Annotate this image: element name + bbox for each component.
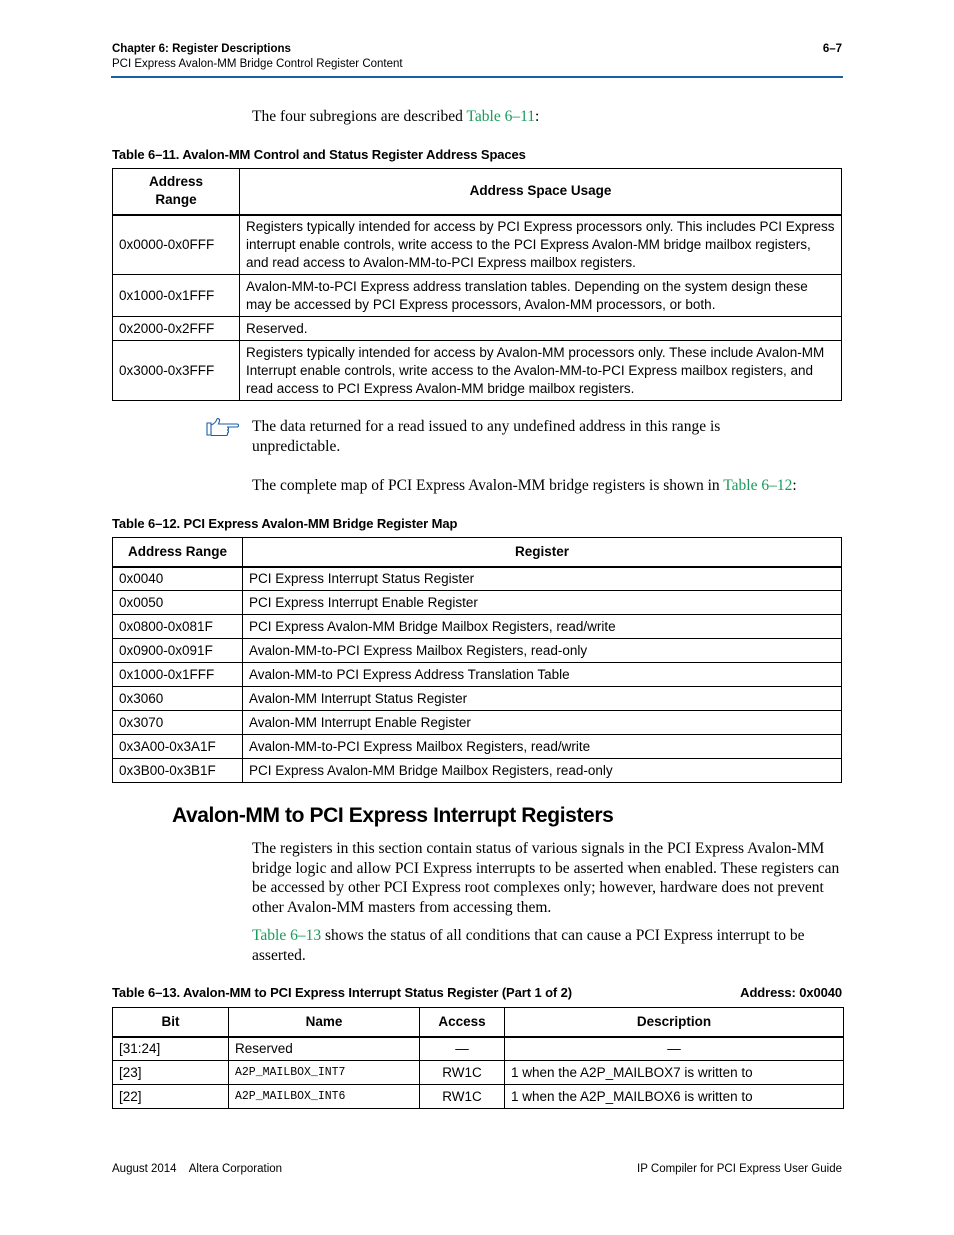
- cell-register: Avalon-MM-to PCI Express Address Translation Table: [243, 663, 842, 687]
- cell-usage: Avalon-MM-to-PCI Express address translation tables. Depending on the system design these may be accessed by PCI Express processors, Avalon-MM processors, or both.: [240, 275, 842, 317]
- col-address-range: Address Range: [113, 169, 240, 215]
- pointing-hand-icon: [205, 417, 241, 437]
- intro-text: The four subregions are described: [252, 108, 467, 125]
- table-row: [113, 663, 842, 687]
- footer-left: August 2014 Altera Corporation: [112, 1163, 283, 1175]
- cell-description: 1 when the A2P_MAILBOX6 is written to: [505, 1085, 844, 1109]
- col-description: Description: [505, 1008, 844, 1037]
- col-address-range: Address Range: [113, 538, 243, 567]
- table-row: [113, 1061, 844, 1085]
- table-row: [113, 591, 842, 615]
- section-paragraph-2: [252, 926, 844, 965]
- table-6-12-link[interactable]: Table 6–12: [723, 477, 793, 494]
- header-subtitle: PCI Express Avalon-MM Bridge Control Register Content: [112, 58, 403, 70]
- cell-range: 0x2000-0x2FFF: [113, 317, 240, 341]
- section-paragraph-2-text: shows the status of all conditions that can cause a PCI Express interrupt to be asserted.: [252, 927, 805, 964]
- cell-description: 1 when the A2P_MAILBOX7 is written to: [505, 1061, 844, 1085]
- table-row: [113, 1085, 844, 1109]
- cell-range: 0x0040: [113, 567, 243, 591]
- table-row: [113, 215, 842, 275]
- cell-range: 0x0000-0x0FFF: [113, 215, 240, 275]
- table-row: [113, 341, 842, 401]
- cell-name: A2P_MAILBOX_INT7: [229, 1061, 420, 1085]
- cell-register: PCI Express Avalon-MM Bridge Mailbox Registers, read/write: [243, 615, 842, 639]
- cell-usage: Registers typically intended for access by Avalon-MM processors only. These include Avalon-MM Interrupt enable controls, write access to the Avalon-MM-to-PCI Express mailbox registers, and read access to PCI Express Avalon-MM bridge mailbox registers.: [240, 341, 842, 401]
- table-6-11: [112, 168, 842, 401]
- cell-range: 0x0800-0x081F: [113, 615, 243, 639]
- footer-right: IP Compiler for PCI Express User Guide: [637, 1163, 842, 1175]
- table-row: [113, 735, 842, 759]
- col-register: Register: [243, 538, 842, 567]
- cell-name: A2P_MAILBOX_INT6: [229, 1085, 420, 1109]
- note-text: The data returned for a read issued to any undefined address in this range is unpredictable.: [252, 418, 721, 455]
- cell-bit: [22]: [113, 1085, 229, 1109]
- col-address-space-usage: Address Space Usage: [240, 169, 842, 215]
- cell-register: Avalon-MM-to-PCI Express Mailbox Registers, read/write: [243, 735, 842, 759]
- cell-register: Avalon-MM-to-PCI Express Mailbox Registers, read-only: [243, 639, 842, 663]
- cell-register: Avalon-MM Interrupt Enable Register: [243, 711, 842, 735]
- cell-description: —: [505, 1037, 844, 1061]
- header-rule: [111, 76, 843, 78]
- map-intro-paragraph: [252, 476, 797, 496]
- table-row: [113, 275, 842, 317]
- cell-range: 0x3A00-0x3A1F: [113, 735, 243, 759]
- cell-access: RW1C: [420, 1061, 505, 1085]
- cell-usage: Registers typically intended for access by PCI Express processors only. This includes PCI Express interrupt enable controls, write access to the PCI Express Avalon-MM bridge mailbox registers, and read access to Avalon-MM-to-PCI Express mailbox registers.: [240, 215, 842, 275]
- cell-register: Avalon-MM Interrupt Status Register: [243, 687, 842, 711]
- cell-range: 0x1000-0x1FFF: [113, 275, 240, 317]
- table-6-13-address: Address: 0x0040: [740, 985, 842, 1000]
- intro-colon: :: [535, 108, 540, 125]
- cell-bit: [31:24]: [113, 1037, 229, 1061]
- cell-name: Reserved: [229, 1037, 420, 1061]
- header-chapter: Chapter 6: Register Descriptions: [112, 43, 291, 55]
- section-title: Avalon-MM to PCI Express Interrupt Registers: [172, 804, 614, 827]
- table-6-13-caption: Table 6–13. Avalon-MM to PCI Express Interrupt Status Register (Part 1 of 2): [112, 985, 573, 1000]
- cell-range: 0x3000-0x3FFF: [113, 341, 240, 401]
- table-6-11-caption: Table 6–11. Avalon-MM Control and Status Register Address Spaces: [112, 147, 526, 162]
- cell-access: —: [420, 1037, 505, 1061]
- table-6-13-link[interactable]: Table 6–13: [252, 927, 322, 944]
- table-row: [113, 639, 842, 663]
- table-6-12-caption: Table 6–12. PCI Express Avalon-MM Bridge Register Map: [112, 516, 458, 531]
- cell-range: 0x0050: [113, 591, 243, 615]
- cell-register: PCI Express Interrupt Status Register: [243, 567, 842, 591]
- table-row: [113, 687, 842, 711]
- cell-range: 0x3B00-0x3B1F: [113, 759, 243, 783]
- col-bit: Bit: [113, 1008, 229, 1037]
- cell-access: RW1C: [420, 1085, 505, 1109]
- table-row: [113, 759, 842, 783]
- col-name: Name: [229, 1008, 420, 1037]
- table-6-12: [112, 537, 842, 783]
- table-row: [113, 317, 842, 341]
- cell-range: 0x3070: [113, 711, 243, 735]
- table-row: [113, 567, 842, 591]
- cell-range: 0x1000-0x1FFF: [113, 663, 243, 687]
- map-intro-text: The complete map of PCI Express Avalon-MM bridge registers is shown in: [252, 477, 724, 494]
- cell-register: PCI Express Avalon-MM Bridge Mailbox Registers, read-only: [243, 759, 842, 783]
- table-row: [113, 711, 842, 735]
- col-access: Access: [420, 1008, 505, 1037]
- cell-bit: [23]: [113, 1061, 229, 1085]
- table-6-11-link[interactable]: Table 6–11: [466, 108, 536, 125]
- table-row: [113, 1037, 844, 1061]
- header-page-number: 6–7: [822, 43, 842, 55]
- cell-range: 0x0900-0x091F: [113, 639, 243, 663]
- table-row: [113, 615, 842, 639]
- table-6-13: [112, 1007, 844, 1109]
- cell-range: 0x3060: [113, 687, 243, 711]
- map-intro-colon: :: [792, 477, 797, 494]
- section-paragraph-1: The registers in this section contain status of various signals in the PCI Express Avalon-MM bridge logic and allow PCI Express interrupts to be asserted when enabled. These registers can be accessed by other PCI Express root complexes only; however, hardware does not prevent other Avalon-MM masters from accessing them.: [252, 840, 840, 916]
- cell-register: PCI Express Interrupt Enable Register: [243, 591, 842, 615]
- cell-usage: Reserved.: [240, 317, 842, 341]
- intro-paragraph: [252, 107, 539, 127]
